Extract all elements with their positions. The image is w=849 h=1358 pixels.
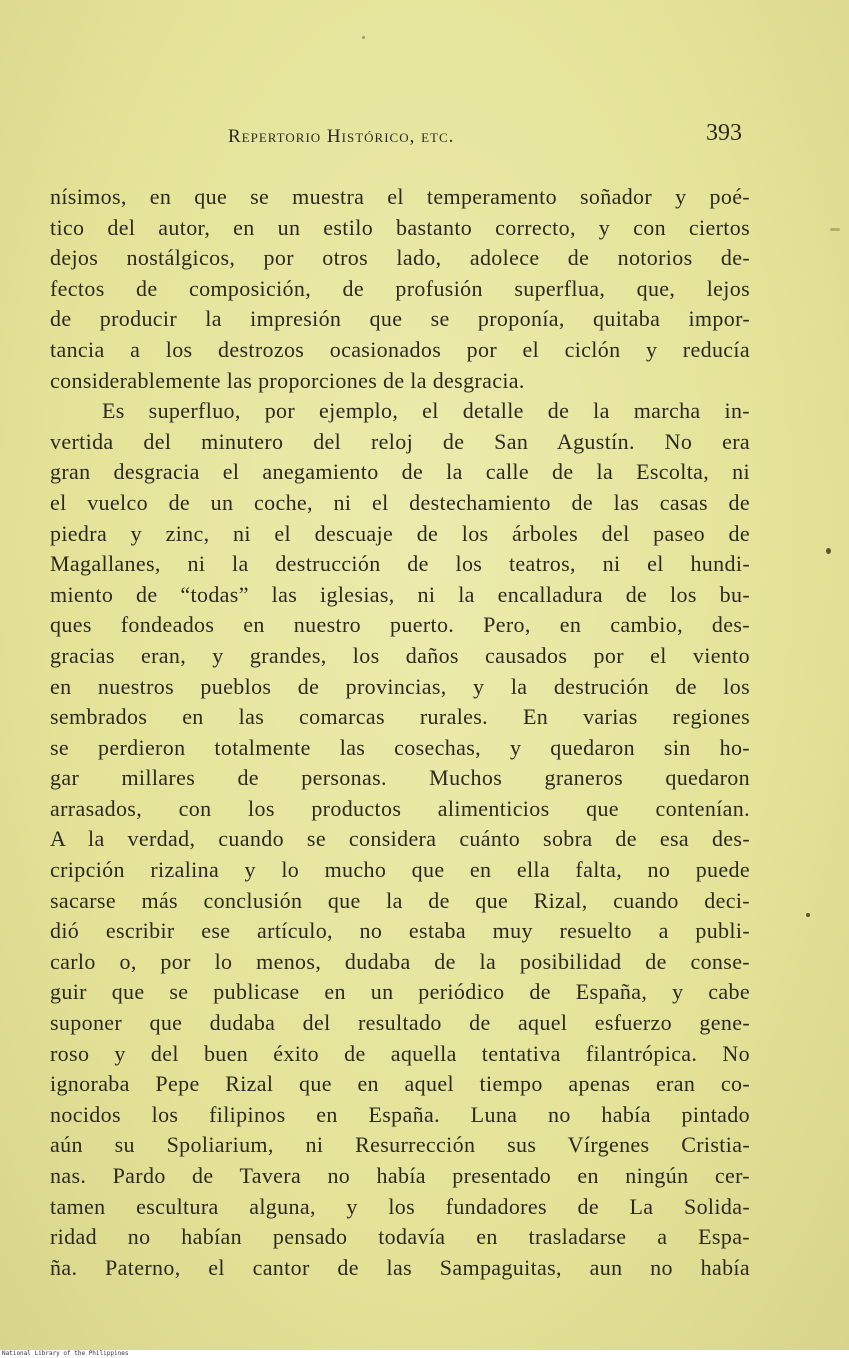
text-line: en nuestros pueblos de provincias, y la destrución de los: [50, 673, 750, 699]
page-number: 393: [706, 120, 742, 146]
text-line: Magallanes, ni la destrucción de los teatros, ni el hundi-: [50, 551, 750, 577]
text-line: fectos de composición, de profusión superflua, que, lejos: [50, 275, 750, 301]
text-line: tamen escultura alguna, y los fundadores de La Solida-: [50, 1193, 750, 1219]
print-speck: [806, 913, 810, 917]
text-line: gracias eran, y grandes, los daños causados por el viento: [50, 642, 750, 668]
text-line: gar millares de personas. Muchos graneros quedaron: [50, 765, 750, 791]
text-line: se perdieron totalmente las cosechas, y quedaron sin ho-: [50, 734, 750, 760]
page-header: [0, 118, 849, 152]
print-speck: [362, 36, 365, 39]
text-line: arrasados, con los productos alimenticios que contenían.: [50, 795, 750, 821]
text-line: ques fondeados en nuestro puerto. Pero, en cambio, des-: [50, 612, 750, 638]
running-head: Repertorio Histórico, etc.: [228, 126, 455, 147]
text-line: sembrados en las comarcas rurales. En varias regiones: [50, 704, 750, 730]
text-line: nas. Pardo de Tavera no había presentado en ningún cer-: [50, 1163, 750, 1188]
text-line: de producir la impresión que se proponía, quitaba impor-: [50, 306, 750, 332]
text-line: ridad no habían pensado todavía en trasladarse a Espa-: [50, 1224, 750, 1250]
text-line: considerablemente las proporciones de la desgracia.: [50, 367, 525, 393]
text-line: nísimos, en que se muestra el temperamento soñador y poé-: [50, 184, 750, 209]
text-line: piedra y zinc, ni el descuaje de los árboles del paseo de: [50, 520, 750, 546]
text-line: ignoraba Pepe Rizal que en aquel tiempo apenas eran co-: [50, 1071, 750, 1097]
text-line: Es superfluo, por ejemplo, el detalle de la marcha in-: [102, 398, 750, 424]
text-line: A la verdad, cuando se considera cuánto sobra de esa des-: [50, 826, 750, 852]
text-line: miento de “todas” las iglesias, ni la encalladura de los bu-: [50, 581, 750, 607]
text-line: suponer que dudaba del resultado de aquel esfuerzo gene-: [50, 1010, 750, 1036]
text-line: carlo o, por lo menos, dudaba de la posibilidad de conse-: [50, 948, 750, 974]
text-line: nocidos los filipinos en España. Luna no había pintado: [50, 1101, 750, 1127]
text-line: dejos nostálgicos, por otros lado, adolece de notorios de-: [50, 245, 750, 271]
body-text: [50, 182, 750, 1283]
text-line: ña. Paterno, el cantor de las Sampaguitas, aun no había: [50, 1254, 750, 1280]
text-line: tancia a los destrozos ocasionados por el ciclón y reducía: [50, 336, 750, 362]
text-line: tico del autor, en un estilo bastanto correcto, y con ciertos: [50, 214, 750, 240]
text-line: cripción rizalina y lo mucho que en ella falta, no puede: [50, 857, 750, 883]
text-line: sacarse más conclusión que la de que Rizal, cuando deci-: [50, 887, 750, 913]
print-speck: [826, 548, 831, 554]
text-line: vertida del minutero del reloj de San Agustín. No era: [50, 428, 750, 454]
text-line: aún su Spoliarium, ni Resurrección sus Vírgenes Cristia-: [50, 1132, 750, 1158]
text-line: dió escribir ese artículo, no estaba muy resuelto a publi-: [50, 918, 750, 944]
text-line: guir que se publicase en un periódico de España, y cabe: [50, 979, 750, 1005]
text-line: el vuelco de un coche, ni el destechamiento de las casas de: [50, 489, 750, 515]
text-line: roso y del buen éxito de aquella tentativa filantrópica. No: [50, 1040, 750, 1066]
library-credit: National Library of the Philippines: [2, 1350, 129, 1357]
text-line: gran desgracia el anegamiento de la calle de la Escolta, ni: [50, 459, 750, 485]
print-speck: [830, 228, 840, 231]
